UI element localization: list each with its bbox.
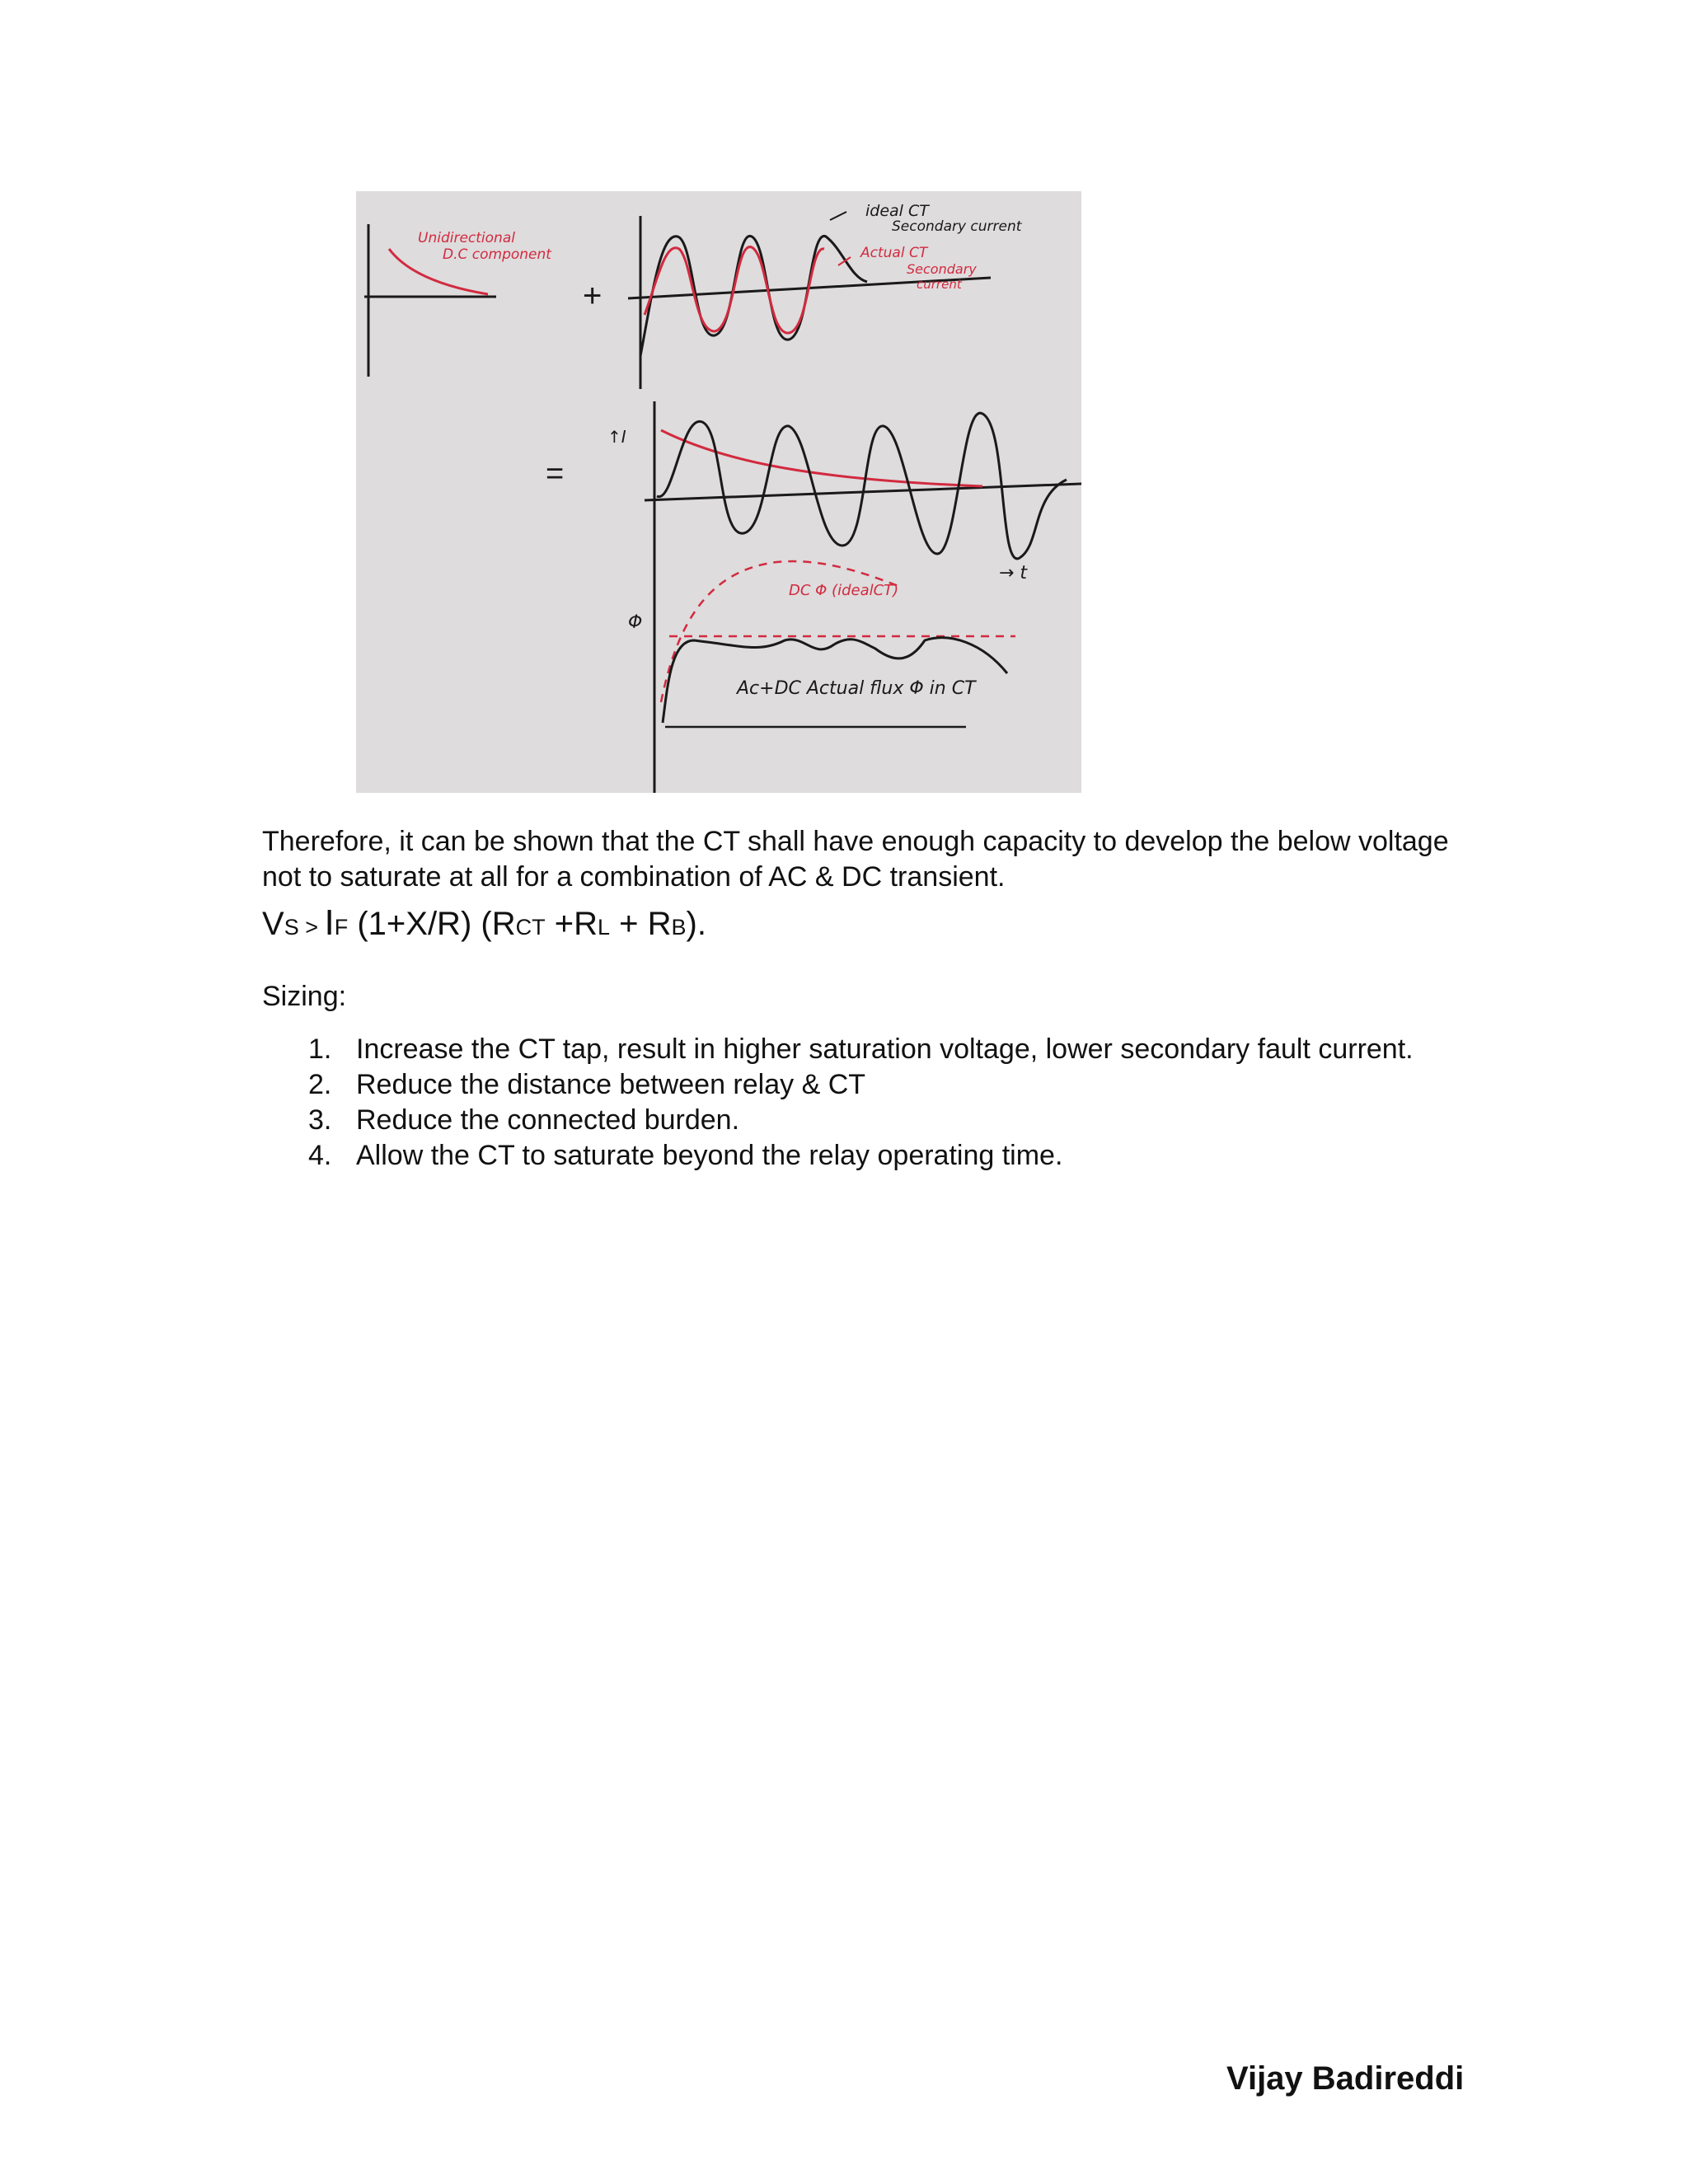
time-axis-label: → t bbox=[999, 563, 1028, 583]
dc-label-line1: Unidirectional bbox=[418, 230, 515, 246]
dc-label-line2: D.C component bbox=[443, 246, 551, 263]
actual-ct-label-line3: current bbox=[917, 277, 962, 292]
actual-flux-label: Ac+DC Actual flux Φ in CT bbox=[737, 678, 976, 699]
list-item: 3. Reduce the connected burden. bbox=[308, 1104, 740, 1136]
saturation-paragraph: Therefore, it can be shown that the CT shall have enough capacity to develop the below voltage not to saturate at all for a combination of AC & DC transient. bbox=[262, 826, 1449, 893]
list-item: 2. Reduce the distance between relay & CT bbox=[308, 1069, 866, 1100]
ideal-ct-label-line2: Secondary current bbox=[892, 218, 1022, 235]
equals-sign: = bbox=[546, 457, 565, 491]
dc-flux-label: DC Φ (idealCT) bbox=[789, 582, 899, 599]
actual-ct-label-line1: Actual CT bbox=[860, 245, 928, 261]
knee-point-formula: VS > IF (1+X/R) (RCT +RL + RB). bbox=[262, 902, 706, 943]
actual-ct-label-line2: Secondary bbox=[907, 261, 977, 277]
plus-sign: + bbox=[583, 278, 603, 314]
ideal-ct-label-line1: ideal CT bbox=[865, 202, 929, 220]
list-item: 4. Allow the CT to saturate beyond the relay operating time. bbox=[308, 1140, 1063, 1171]
current-axis-label: ↑I bbox=[607, 427, 626, 447]
author-name: Vijay Badireddi bbox=[1226, 2060, 1465, 2097]
sketch-drawing bbox=[356, 191, 1081, 793]
ct-saturation-sketch bbox=[356, 191, 1081, 793]
sizing-heading: Sizing: bbox=[262, 981, 347, 1012]
flux-axis-label: Φ bbox=[628, 612, 643, 633]
dc-decay-offset bbox=[661, 430, 982, 486]
sizing-list bbox=[262, 1032, 1414, 1174]
list-item: 1. Increase the CT tap, result in higher saturation voltage, lower secondary fault current. bbox=[308, 1033, 1414, 1065]
